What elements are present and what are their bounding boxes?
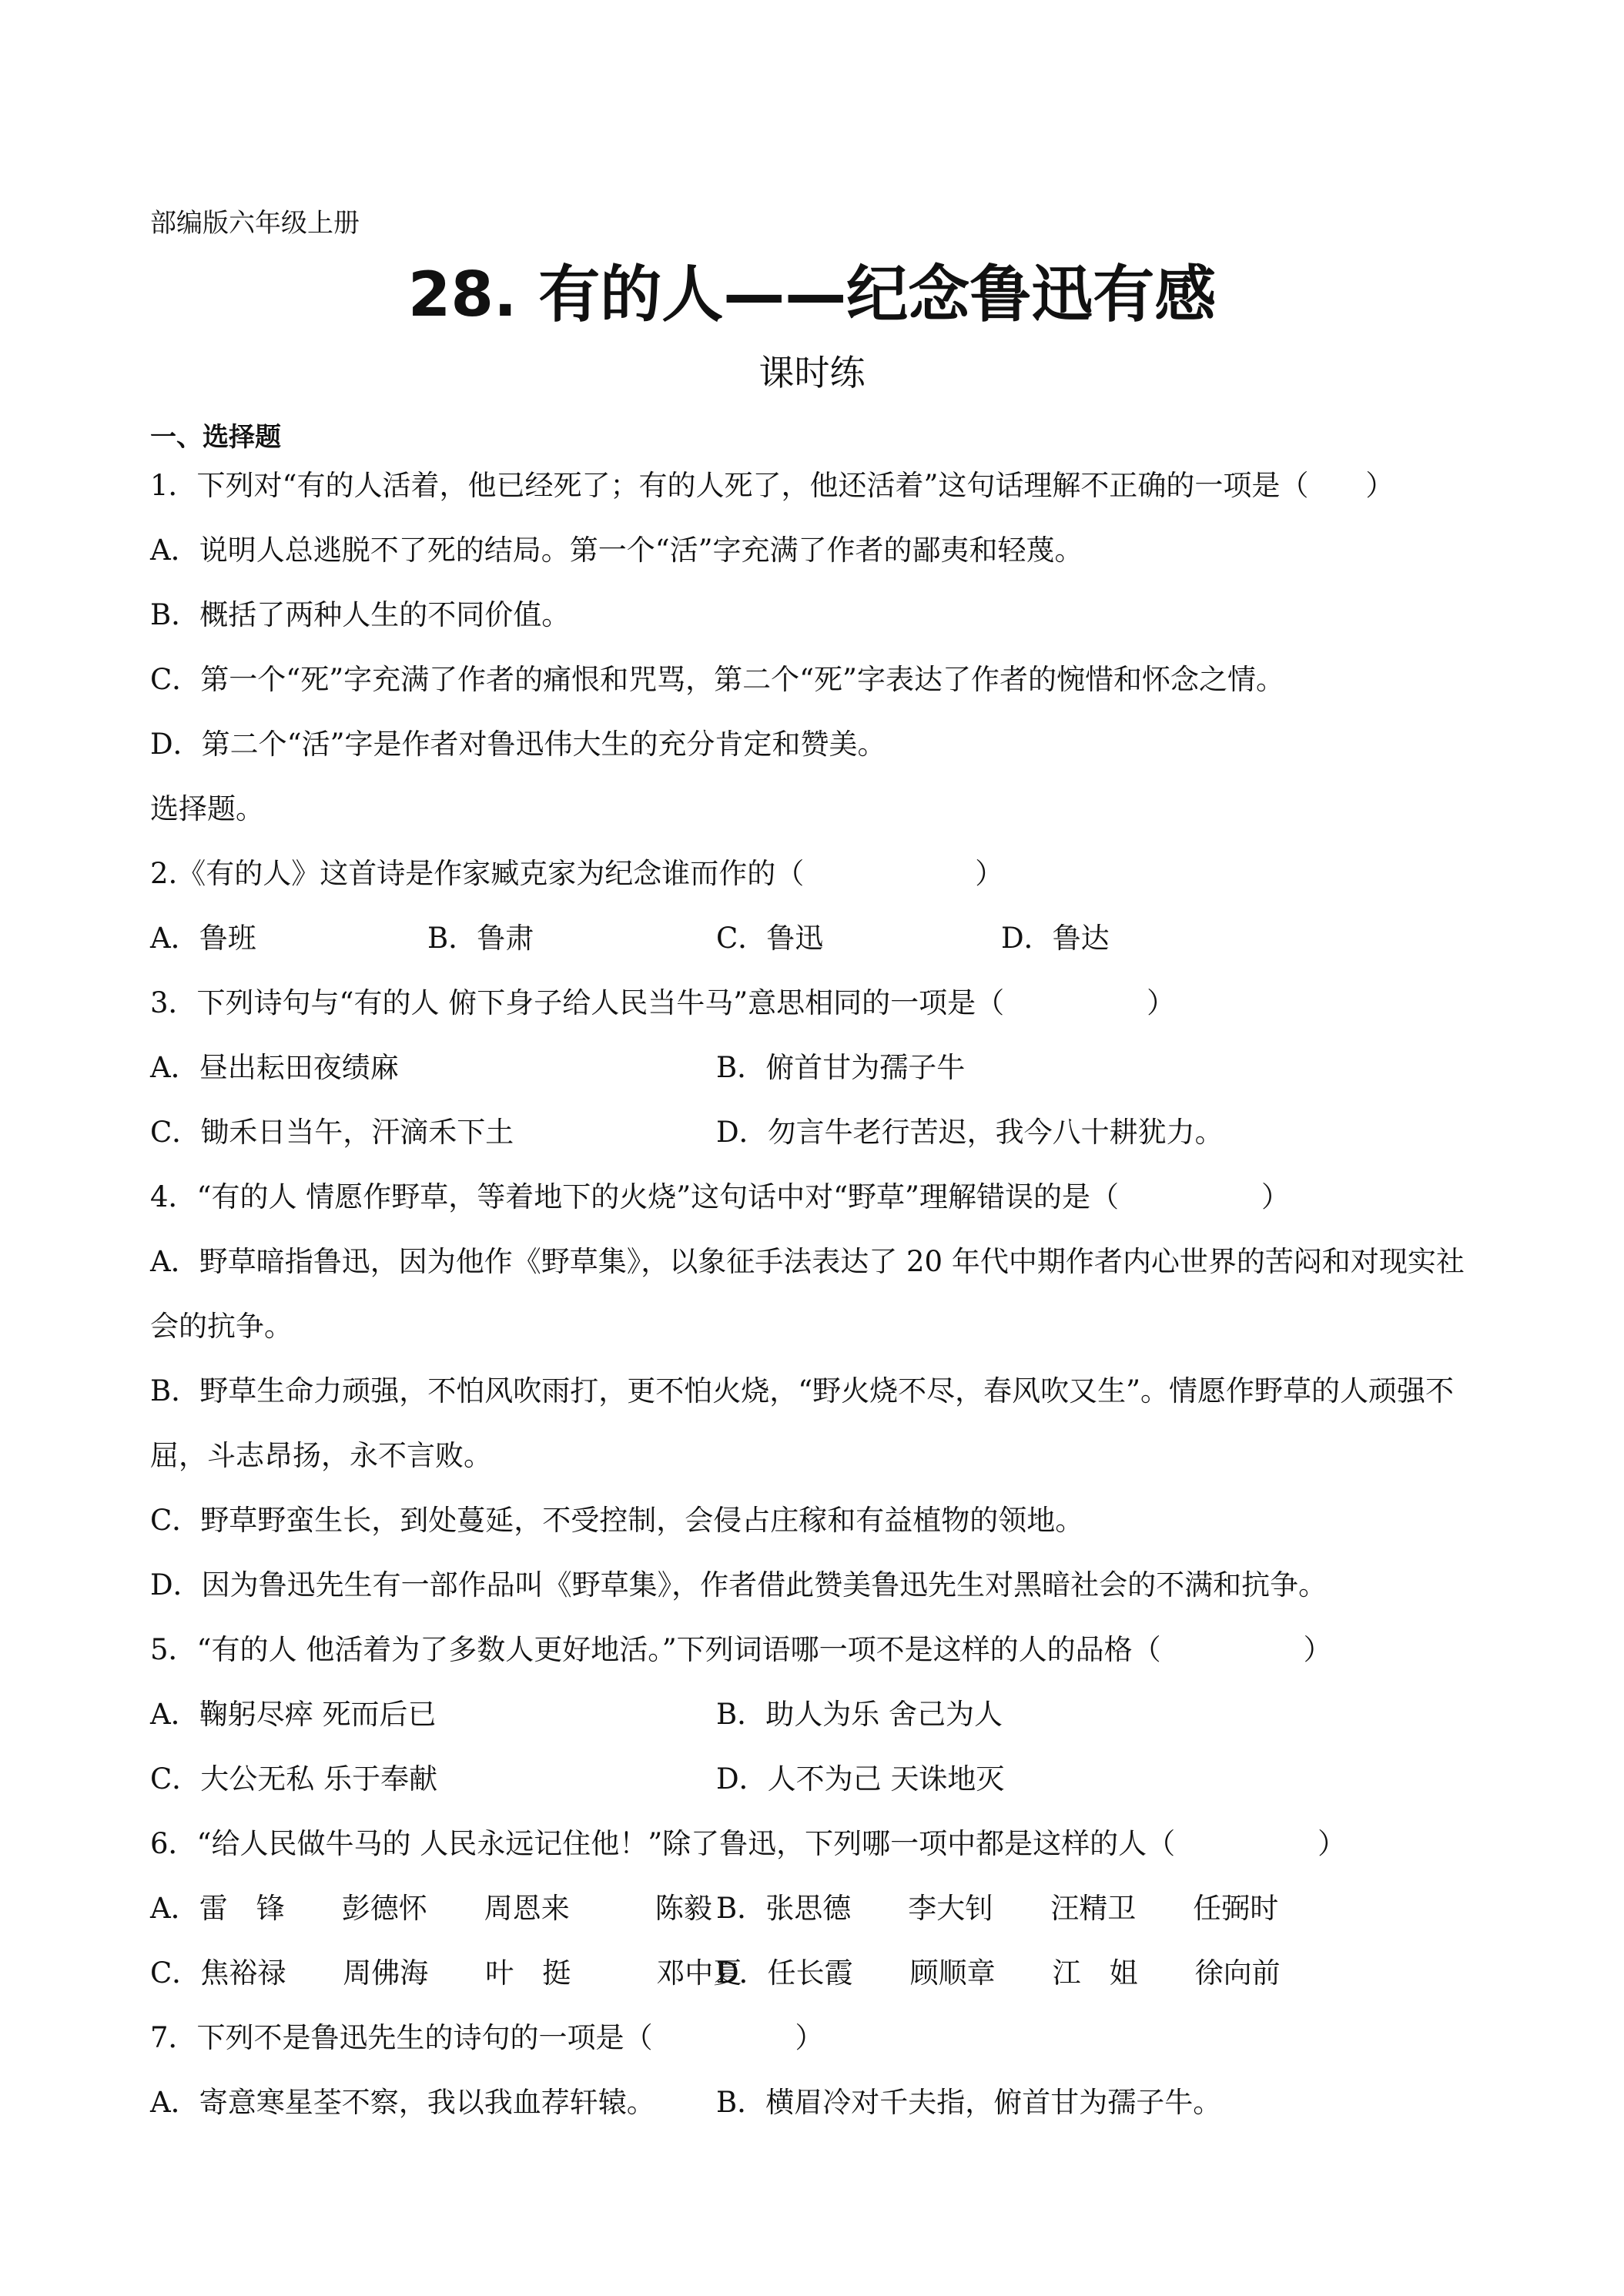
question-5-option-b: B．助人为乐 舍己为人 bbox=[716, 1698, 1003, 1731]
question-3-option-a: A．昼出耘田夜绩麻 bbox=[150, 1051, 399, 1084]
question-2-option-c: C．鲁迅 bbox=[716, 922, 824, 955]
question-6-stem: 6．“给人民做牛马的 人民永远记住他！”除了鲁迅，下列哪一项中都是这样的人（ ） bbox=[150, 1827, 1347, 1860]
question-4-option-c: C．野草野蛮生长，到处蔓延，不受控制，会侵占庄稼和有益植物的领地。 bbox=[150, 1504, 1084, 1537]
question-7-option-a: A．寄意寒星荃不察，我以我血荐轩辕。 bbox=[150, 2086, 655, 2119]
grade-label: 部编版六年级上册 bbox=[150, 208, 360, 239]
question-2-option-b: B．鲁肃 bbox=[427, 922, 534, 955]
question-6-option-c: C．焦裕禄 周佛海 叶 挺 邓中夏 bbox=[150, 1956, 742, 1990]
question-6-option-b: B．张思德 李大钊 汪精卫 任弼时 bbox=[716, 1892, 1279, 1925]
question-1-option-a: A．说明人总逃脱不了死的结局。第一个“活”字充满了作者的鄙夷和轻蔑。 bbox=[150, 534, 1083, 567]
question-4-option-a: A．野草暗指鲁迅，因为他作《野草集》，以象征手法表达了 20 年代中期作者内心世界的苦闷和对现实社会的抗争。 bbox=[150, 1245, 1465, 1343]
question-5-option-a: A．鞠躬尽瘁 死而后已 bbox=[150, 1698, 437, 1731]
question-4-option-b: B．野草生命力顽强，不怕风吹雨打，更不怕火烧，“野火烧不尽，春风吹又生”。情愿作野草的人顽强不屈，斗志昂扬，永不言败。 bbox=[150, 1374, 1455, 1472]
question-4-stem: 4．“有的人 情愿作野草，等着地下的火烧”这句话中对“野草”理解错误的是（ ） bbox=[150, 1180, 1290, 1213]
question-2-stem: 2.《有的人》这首诗是作家臧克家为纪念谁而作的（ ） bbox=[150, 857, 1004, 890]
page-subtitle: 课时练 bbox=[758, 352, 866, 393]
question-4-option-d: D．因为鲁迅先生有一部作品叫《野草集》，作者借此赞美鲁迅先生对黑暗社会的不满和抗争。 bbox=[150, 1568, 1328, 1602]
question-3-stem: 3．下列诗句与“有的人 俯下身子给人民当牛马”意思相同的一项是（ ） bbox=[150, 986, 1176, 1019]
question-1-stem: 1．下列对“有的人活着，他已经死了；有的人死了，他还活着”这句话理解不正确的一项是（ ） bbox=[150, 469, 1395, 502]
question-5-option-d: D．人不为己 天诛地灭 bbox=[716, 1762, 1005, 1796]
page-title: 28. 有的人——纪念鲁迅有感 bbox=[407, 259, 1217, 330]
question-1-option-c: C．第一个“死”字充满了作者的痛恨和咒骂，第二个“死”字表达了作者的惋惜和怀念之情。 bbox=[150, 663, 1284, 696]
question-6-option-a: A．雷 锋 彭德怀 周恩来 陈毅 bbox=[150, 1892, 712, 1925]
question-5-stem: 5．“有的人 他活着为了多数人更好地活。”下列词语哪一项不是这样的人的品格（ ） bbox=[150, 1633, 1332, 1666]
question-1-option-b: B．概括了两种人生的不同价值。 bbox=[150, 598, 571, 631]
question-3-option-b: B．俯首甘为孺子牛 bbox=[716, 1051, 966, 1084]
answer-note: 选择题。 bbox=[150, 792, 264, 825]
section-heading: 一、选择题 bbox=[150, 422, 281, 453]
question-7-stem: 7．下列不是鲁迅先生的诗句的一项是（ ） bbox=[150, 2021, 824, 2054]
question-3-option-d: D．勿言牛老行苦迟，我今八十耕犹力。 bbox=[716, 1116, 1224, 1149]
question-5-option-c: C．大公无私 乐于奉献 bbox=[150, 1762, 438, 1796]
question-3-option-c: C．锄禾日当午，汗滴禾下土 bbox=[150, 1116, 514, 1149]
question-6-option-d: D．任长霞 顾顺章 江 姐 徐向前 bbox=[716, 1956, 1281, 1990]
question-7-option-b: B．横眉冷对千夫指，俯首甘为孺子牛。 bbox=[716, 2086, 1222, 2119]
question-2-option-a: A．鲁班 bbox=[150, 922, 256, 955]
question-1-option-d: D．第二个“活”字是作者对鲁迅伟大生的充分肯定和赞美。 bbox=[150, 728, 886, 761]
question-2-option-d: D．鲁达 bbox=[1001, 922, 1110, 955]
